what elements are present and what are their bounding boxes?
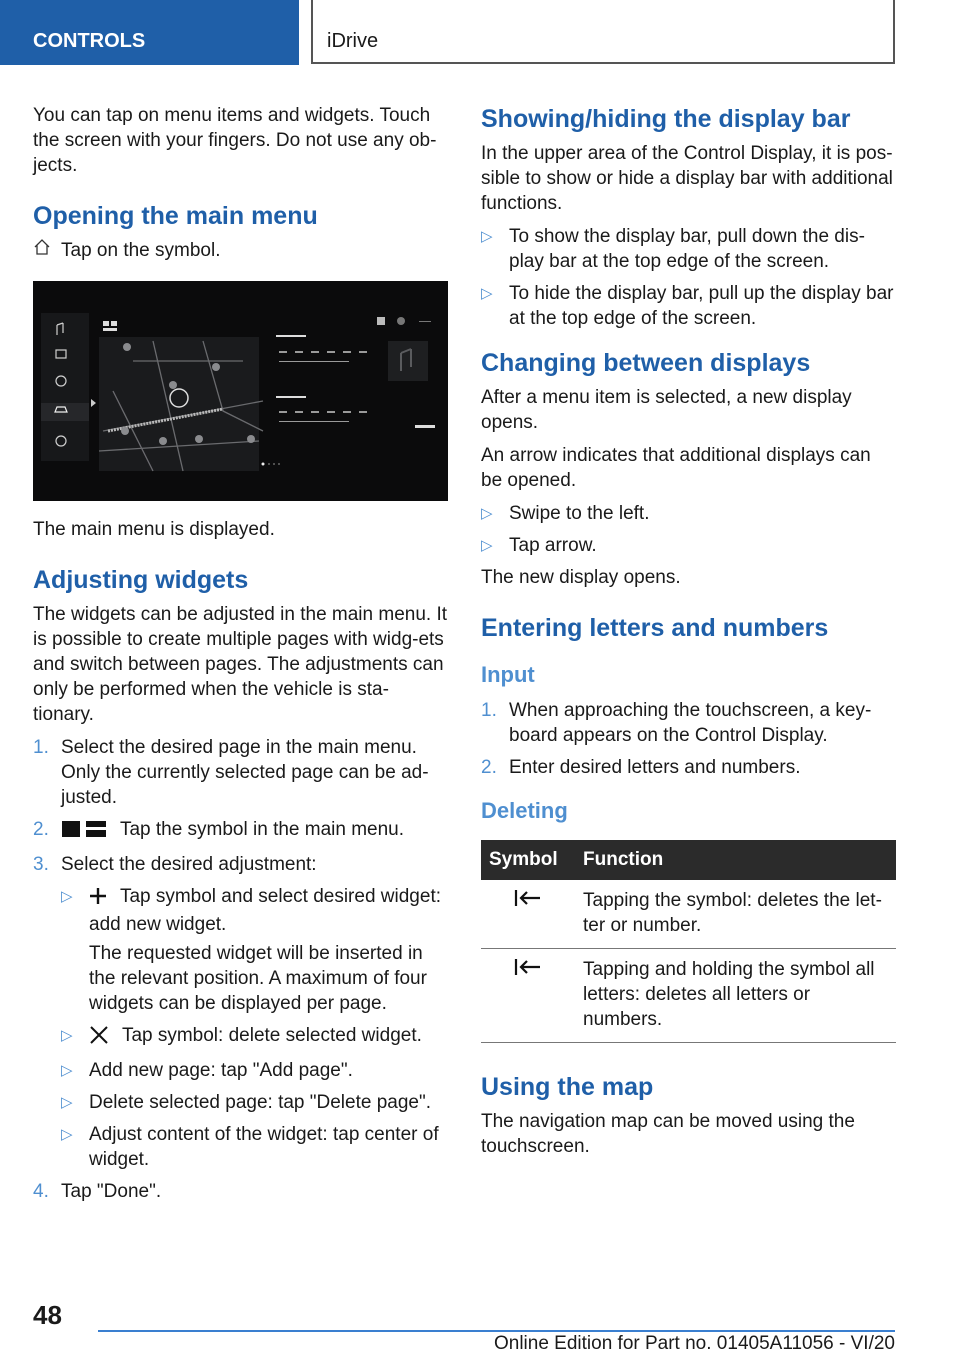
display-bar-item [481, 224, 896, 274]
changing-list [481, 501, 896, 558]
step-number: 2. [481, 757, 497, 778]
step-number: 1. [481, 700, 497, 721]
table-function-cell: Tapping and holding the symbol all letters: deletes all letters or numbers. [575, 949, 896, 1043]
display-bar-item-text: To show the display bar, pull down the dis‐play bar at the top edge of the screen. [509, 226, 865, 272]
intro-text: You can tap on menu items and widgets. Touch the screen with your fingers. Do not use any ob‐jects. [33, 105, 437, 176]
step-text: Select the desired page in the main menu. Only the currently selected page can be ad‐justed. [61, 737, 429, 808]
deleting-table [481, 840, 896, 1043]
triangle-bullet-icon: ▷ [61, 1027, 73, 1044]
changing-item [481, 533, 896, 558]
footer-edition: Online Edition for Part no. 01405A11056 - VI/20 [493, 1333, 895, 1354]
display-bar-text: In the upper area of the Control Display, it is pos‐sible to show or hide a display bar with additional functions. [481, 143, 893, 214]
changing-displays-heading: Changing between displays [481, 349, 811, 377]
triangle-bullet-icon: ▷ [481, 228, 493, 245]
option-text: Tap symbol: delete selected widget. [121, 1025, 422, 1046]
step-number: 1. [33, 737, 49, 758]
step-text: Tap the symbol in the main menu. [119, 819, 405, 840]
widget-step-3 [33, 852, 448, 1172]
changing-item-text: Swipe to the left. [509, 503, 650, 524]
changing-text-1: After a menu item is selected, a new display opens. [481, 387, 852, 433]
step-number: 2. [33, 819, 49, 840]
widgets-text: The widgets can be adjusted in the main menu. It is possible to create multiple pages with widg‐ets and switch between pages. The adjustments can only be performed when the vehicle is sta‐tionary. [33, 604, 448, 725]
delete-arrow-icon [513, 961, 543, 982]
option-text: Tap symbol and select desired widget: add new widget. [89, 886, 441, 935]
changing-text-2: An arrow indicates that additional displays can be opened. [481, 445, 871, 491]
table-symbol-cell [481, 880, 575, 949]
step-text: When approaching the touchscreen, a key‐board appears on the Control Display. [509, 700, 872, 746]
widget-steps [33, 735, 448, 1204]
main-menu-caption: The main menu is displayed. [33, 519, 275, 540]
widgets-heading: Adjusting widgets [33, 566, 249, 594]
entering-heading: Entering letters and numbers [481, 614, 829, 642]
option-text: Adjust content of the widget: tap center of widget. [89, 1124, 439, 1170]
widget-step-2 [33, 817, 448, 845]
table-function-cell: Tapping the symbol: deletes the let‐ter or number. [575, 880, 896, 949]
display-bar-item-text: To hide the display bar, pull up the display bar at the top edge of the screen. [509, 283, 894, 329]
table-symbol-cell [481, 949, 575, 1043]
widget-grid-icon [61, 820, 107, 845]
triangle-bullet-icon: ▷ [481, 505, 493, 522]
widget-step-4 [33, 1179, 448, 1204]
step-text: Enter desired letters and numbers. [509, 757, 801, 778]
header-section-label: CONTROLS [0, 0, 299, 65]
display-bar-list [481, 224, 896, 331]
triangle-bullet-icon: ▷ [61, 1094, 73, 1111]
option-note: The requested widget will be inserted in the relevant position. A maximum of four widgets can be displayed per page. [89, 943, 427, 1014]
right-column [481, 103, 896, 1167]
step-text: Select the desired adjustment: [61, 854, 317, 875]
triangle-bullet-icon: ▷ [61, 1126, 73, 1143]
input-step-2 [481, 755, 896, 780]
changing-item [481, 501, 896, 526]
triangle-bullet-icon: ▷ [481, 285, 493, 302]
triangle-bullet-icon: ▷ [61, 888, 73, 905]
left-column [33, 103, 448, 1211]
table-header-function: Function [575, 840, 896, 880]
home-icon [33, 238, 61, 263]
option-delete-page [61, 1090, 448, 1115]
control-display-image [33, 281, 448, 501]
step-number: 3. [33, 854, 49, 875]
option-adjust-content [61, 1122, 448, 1172]
table-row [481, 880, 896, 949]
map-text: The navigation map can be moved using the touchscreen. [481, 1111, 855, 1157]
header-chapter-label: iDrive [311, 0, 895, 64]
option-add-page [61, 1058, 448, 1083]
close-icon [89, 1026, 109, 1051]
main-menu-heading: Opening the main menu [33, 202, 318, 230]
plus-icon [89, 887, 107, 912]
input-steps [481, 698, 896, 780]
triangle-bullet-icon: ▷ [481, 537, 493, 554]
option-text: Delete selected page: tap "Delete page". [89, 1092, 431, 1113]
option-delete-widget [61, 1023, 448, 1051]
table-header-symbol: Symbol [481, 840, 575, 880]
footer-divider [98, 1330, 895, 1332]
delete-arrow-icon [513, 892, 543, 913]
deleting-heading: Deleting [481, 798, 568, 823]
main-menu-step [33, 238, 448, 263]
step-number: 4. [33, 1181, 49, 1202]
page-number: 48 [33, 1300, 62, 1330]
step-text: Tap "Done". [61, 1181, 162, 1202]
main-menu-step-text: Tap on the symbol. [61, 240, 221, 261]
display-bar-item [481, 281, 896, 331]
input-step-1 [481, 698, 896, 748]
adjustment-options [61, 884, 448, 1172]
option-text: Add new page: tap "Add page". [89, 1060, 353, 1081]
triangle-bullet-icon: ▷ [61, 1062, 73, 1079]
display-bar-heading: Showing/hiding the display bar [481, 105, 851, 133]
widget-step-1 [33, 735, 448, 810]
input-heading: Input [481, 662, 535, 687]
option-add-widget [61, 884, 448, 1016]
changing-text-3: The new display opens. [481, 567, 681, 588]
map-heading: Using the map [481, 1073, 654, 1101]
table-row [481, 949, 896, 1043]
changing-item-text: Tap arrow. [509, 535, 597, 556]
